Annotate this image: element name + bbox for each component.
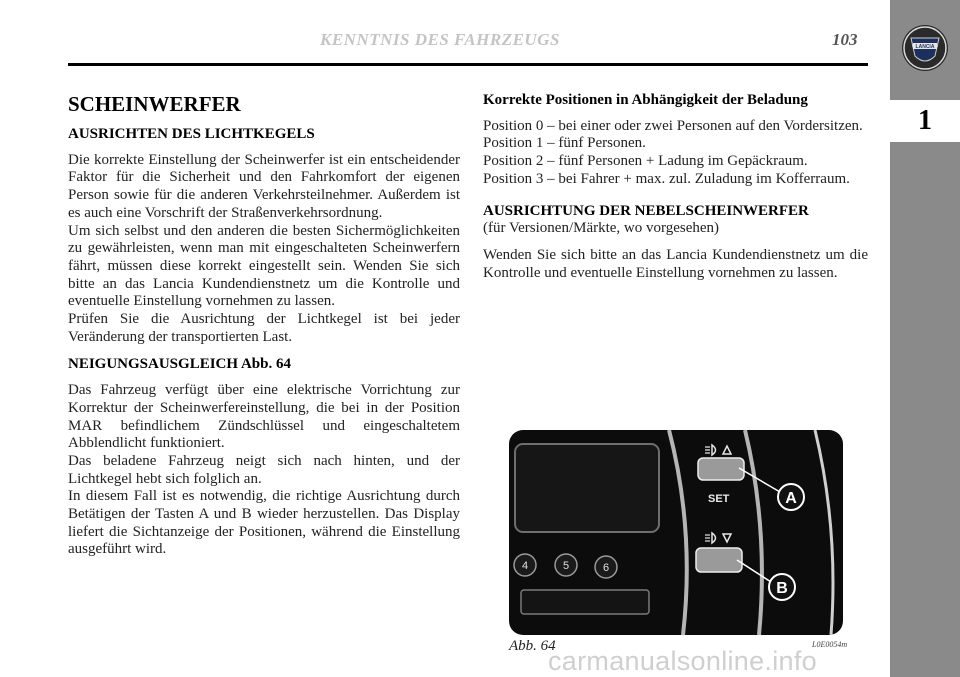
right-column [483, 92, 868, 282]
positions-list [483, 118, 868, 189]
paragraph: Prüfen Sie die Ausrichtung der Lichtkegel ist bei jeder Veränderung der transportierten Last. [68, 311, 460, 345]
headlamp-down-icon [705, 533, 731, 543]
subsection-title-neigungsausgleich: NEIGUNGSAUSGLEICH Abb. 64 [68, 356, 291, 373]
subsection-title-lichtkegel: AUSRICHTEN DES LICHTKEGELS [68, 126, 315, 142]
header-divider [68, 63, 868, 66]
callout-a-label: A [785, 490, 797, 507]
list-item: Position 2 – fünf Personen + Ladung im Gepäckraum. [483, 153, 808, 170]
dashboard-illustration [509, 430, 843, 635]
figure-caption: Abb. 64 [509, 638, 556, 654]
page-number: 103 [832, 30, 858, 49]
running-header-title: KENNTNIS DES FAHRZEUGS [320, 30, 560, 49]
figure-code: L0E0054m [812, 640, 848, 649]
key-5-label: 5 [562, 560, 570, 572]
headlamp-up-icon [705, 445, 731, 455]
logo-lettering: LANCIA [915, 44, 935, 50]
figure-photo [509, 430, 843, 635]
list-item: Position 1 – fünf Personen. [483, 135, 646, 152]
section-title: SCHEINWERFER [68, 92, 241, 116]
callout-b-label: B [776, 580, 788, 597]
set-button-label: SET [708, 493, 730, 505]
paragraph: Das beladene Fahrzeug neigt sich nach hinten, und der Lichtkegel hebt sich folglich an. [68, 452, 460, 487]
paragraph: Wenden Sie sich bitte an das Lancia Kundendienstnetz um die Kontrolle und eventuelle Einstellung vornehmen zu lassen. [483, 246, 868, 281]
left-column [68, 92, 460, 559]
headlamp-down-button[interactable] [696, 548, 742, 572]
key-4-label: 4 [521, 560, 529, 572]
chapter-number: 1 [890, 100, 960, 142]
fog-lights-title: AUSRICHTUNG DER NEBELSCHEINWERFER [483, 202, 809, 219]
positions-title: Korrekte Positionen in Abhängigkeit der Beladung [483, 92, 808, 108]
paragraph: In diesem Fall ist es notwendig, die richtige Ausrichtung durch Betätigen der Tasten A und B wieder herzustellen. Das Display liefert die Sichtanzeige der Positionen, während die Einstellung ausgeführt wird. [68, 488, 460, 558]
watermark: carmanualsonline.info [548, 646, 817, 676]
list-item: Position 3 – bei Fahrer + max. zul. Zuladung im Kofferraum. [483, 170, 850, 187]
paragraph: Das Fahrzeug verfügt über eine elektrische Vorrichtung zur Korrektur der Scheinwerfereinstellung, die bei in der Position MAR befindlichem Zündschlüssel und eingeschaltetem Abblendlicht funktioniert. [68, 382, 460, 452]
fog-lights-subtitle: (für Versionen/Märkte, wo vorgesehen) [483, 220, 720, 237]
paragraph: Um sich selbst und den anderen die besten Sichermöglichkeiten zu gewährleisten, wenn man mit eingeschalteten Scheinwerfern fährt, müssen diese korrekt eingestellt sein. Wenden Sie sich bitte an das Lancia Kundendienstnetz um die Kontrolle und eventuelle Einstellung vornehmen zu lassen. [68, 222, 460, 310]
lancia-logo-icon [901, 24, 949, 72]
list-item: Position 0 – bei einer oder zwei Personen auf den Vordersitzen. [483, 117, 863, 134]
headlamp-up-button[interactable] [698, 458, 744, 480]
key-6-label: 6 [602, 562, 610, 574]
paragraph: Die korrekte Einstellung der Scheinwerfer ist ein entscheidender Faktor für die Sicherheit und den Fahrkomfort der eigenen Person sowie für die anderen Verkehrsteilnehmer. Außerdem ist es auch eine Vorschrift der Straßenverkehrsordnung. [68, 151, 460, 221]
